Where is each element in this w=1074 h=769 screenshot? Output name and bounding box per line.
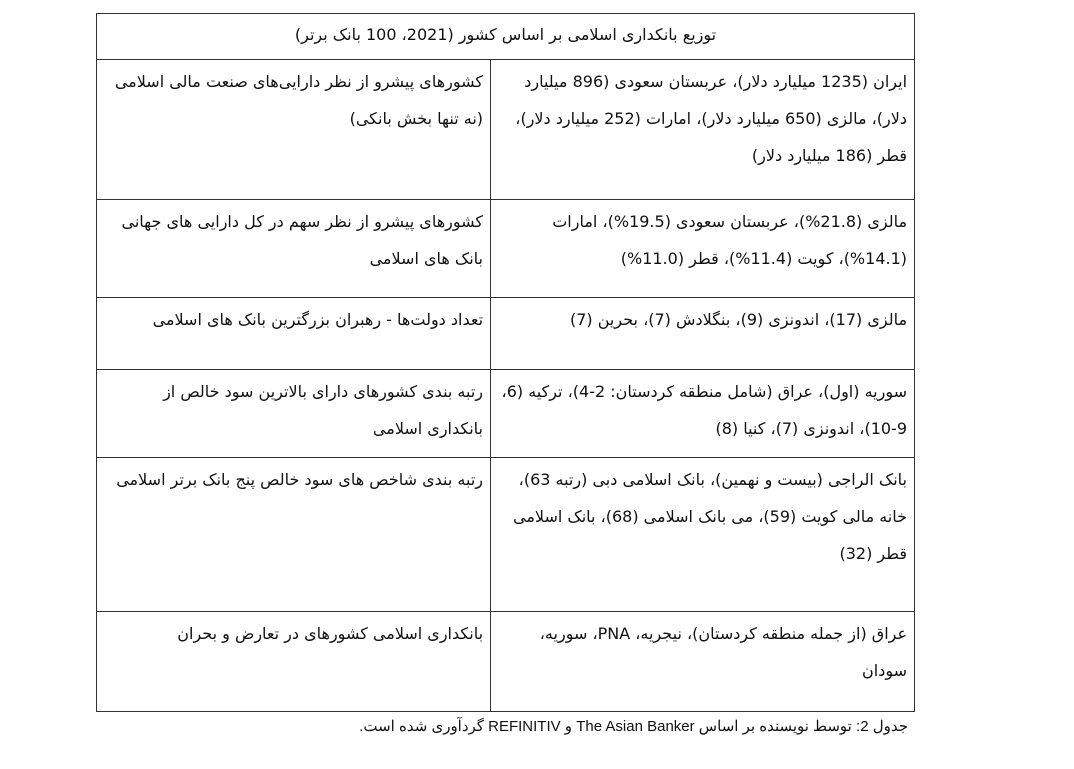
table-title: توزیع بانکداری اسلامی بر اساس کشور (2021، 100 بانک برتر) [97,14,915,60]
row-label: بانکداری اسلامی کشورهای در تعارض و بحران [97,612,491,712]
row-value: ایران (1235 میلیارد دلار)، عربستان سعودی (896 میلیارد دلار)، مالزی (650 میلیارد دلار)، امارات (252 میلیارد دلار)، قطر (186 میلیارد دلار) [491,60,915,200]
row-label: رتبه بندی شاخص های سود خالص پنج بانک برتر اسلامی [97,458,491,612]
table-row [97,200,915,298]
row-value: سوریه (اول)، عراق (شامل منطقه کردستان: 2-4)، ترکیه (6، 9-10)، اندونزی (7)، کنیا (8) [491,370,915,458]
row-label: رتبه بندی کشورهای دارای بالاترین سود خالص از بانکداری اسلامی [97,370,491,458]
row-value: عراق (از جمله منطقه کردستان)، نیجریه، PNA، سوریه، سودان [491,612,915,712]
table-row [97,370,915,458]
table-row [97,612,915,712]
row-value: مالزی (21.8%)، عربستان سعودی (19.5%)، امارات (14.1%)، کویت (11.4%)، قطر (11.0%) [491,200,915,298]
row-label: کشورهای پیشرو از نظر دارایی‌های صنعت مالی اسلامی (نه تنها بخش بانکی) [97,60,491,200]
distribution-table [96,13,915,712]
table-title-row [97,14,915,60]
table-row [97,60,915,200]
row-label: کشورهای پیشرو از نظر سهم در کل دارایی های جهانی بانک های اسلامی [97,200,491,298]
row-value: مالزی (17)، اندونزی (9)، بنگلادش (7)، بحرین (7) [491,298,915,370]
table-row [97,458,915,612]
table-caption: جدول 2: توسط نویسنده بر اساس The Asian Banker و REFINITIV گردآوری شده است. [359,718,908,735]
table-row [97,298,915,370]
row-value: بانک الراجی (بیست و نهمین)، بانک اسلامی دبی (رتبه 63)، خانه مالی کویت (59)، می بانک اسلامی (68)، بانک اسلامی قطر (32) [491,458,915,612]
row-label: تعداد دولت‌ها - رهبران بزرگترین بانک های اسلامی [97,298,491,370]
